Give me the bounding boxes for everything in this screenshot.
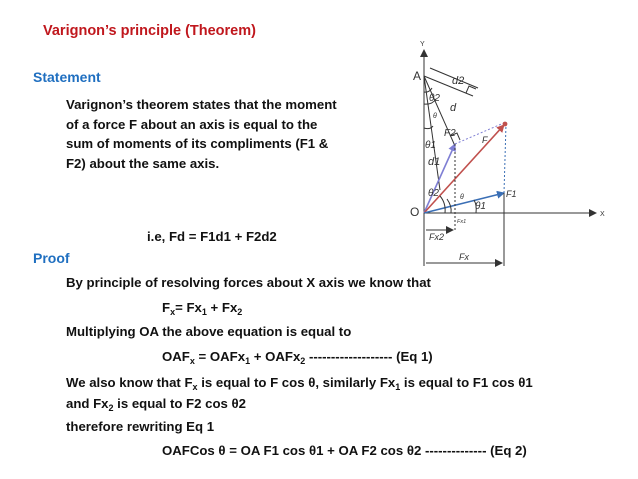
point-o-label: O xyxy=(410,205,420,219)
fx1-label: Fx1 xyxy=(457,219,467,225)
theta1-top-label: θ1 xyxy=(425,140,436,151)
statement-line-4: F2) about the same axis. xyxy=(66,155,220,171)
eq-fx-f: F xyxy=(162,300,171,315)
f2-vector xyxy=(424,144,455,213)
theta1-o-label: θ1 xyxy=(475,201,486,212)
d-label: d xyxy=(450,102,457,114)
line4-b: is equal to F2 cos θ2 xyxy=(113,396,246,411)
resultant-point xyxy=(503,122,508,127)
f-resultant-vector xyxy=(424,125,504,213)
f2-label: F2 xyxy=(444,128,456,139)
fx-label: Fx xyxy=(459,252,469,262)
angle-arc-o-1 xyxy=(440,196,445,213)
eq1-c: + OAFx xyxy=(250,349,301,364)
theta-o-label: θ xyxy=(460,194,464,201)
eq1-b: = OAFx xyxy=(194,349,246,364)
theta2-top-label: θ2 xyxy=(429,93,440,104)
f2-parallel-dashed xyxy=(455,122,506,144)
theta-top-label: θ xyxy=(433,113,437,120)
f1-label: F1 xyxy=(506,189,517,199)
statement-line-3: sum of moments of its compliments (F1 & xyxy=(66,136,329,151)
eq-fx-sub-x: x xyxy=(170,307,176,317)
ie-equation: i.e, Fd = F1d1 + F2d2 xyxy=(147,229,277,244)
d2-label: d2 xyxy=(452,75,465,87)
f1-parallel-dashed xyxy=(504,124,506,193)
line3-a: We also know that F xyxy=(66,375,193,390)
fx2-label: Fx2 xyxy=(429,232,445,242)
eq1-tail: ------------------- (Eq 1) xyxy=(305,349,433,364)
line3-b: is equal to F cos θ, similarly Fx xyxy=(197,375,396,390)
equation-2: OAFCos θ = OA F1 cos θ1 + OA F2 cos θ2 -------------- (Eq 2) xyxy=(162,443,527,458)
eq1-a: OAF xyxy=(162,349,190,364)
statement-line-2: of a force F about an axis is equal to the xyxy=(66,116,318,132)
line3-sub-x: x xyxy=(192,382,198,392)
eq1-sub-x: x xyxy=(189,356,195,366)
line4-sub-2: 2 xyxy=(108,403,114,413)
eq1-sub-1: 1 xyxy=(245,356,251,366)
line4-a: and Fx xyxy=(66,396,109,411)
slide-title: Varignon’s principle (Theorem) xyxy=(43,23,256,39)
proof-line-2: Multiplying OA the above equation is equal to xyxy=(66,324,352,339)
eq-fx-sub-2: 2 xyxy=(237,307,243,317)
x-axis-label: X xyxy=(600,211,605,218)
f-label: F xyxy=(482,135,488,145)
statement-line-1: Varignon’s theorem states that the moment xyxy=(66,97,337,112)
eq-fx-sub-1: 1 xyxy=(201,307,207,317)
proof-line-5: therefore rewriting Eq 1 xyxy=(66,419,215,434)
y-axis-label: Y xyxy=(420,41,425,48)
eq-fx-plus: + Fx xyxy=(206,300,238,315)
statement-heading: Statement xyxy=(33,69,101,85)
eq-fx-mid: = Fx xyxy=(175,300,202,315)
d1-label: d1 xyxy=(428,156,441,168)
proof-heading: Proof xyxy=(33,250,70,266)
line3-sub-1: 1 xyxy=(395,382,401,392)
theta2-o-label: θ2 xyxy=(428,188,439,199)
eq1-sub-2: 2 xyxy=(300,356,306,366)
proof-line-1: By principle of resolving forces about X axis we know that xyxy=(66,275,431,290)
point-a-label: A xyxy=(413,69,422,83)
line3-c: is equal to F1 cos θ1 xyxy=(400,375,533,390)
